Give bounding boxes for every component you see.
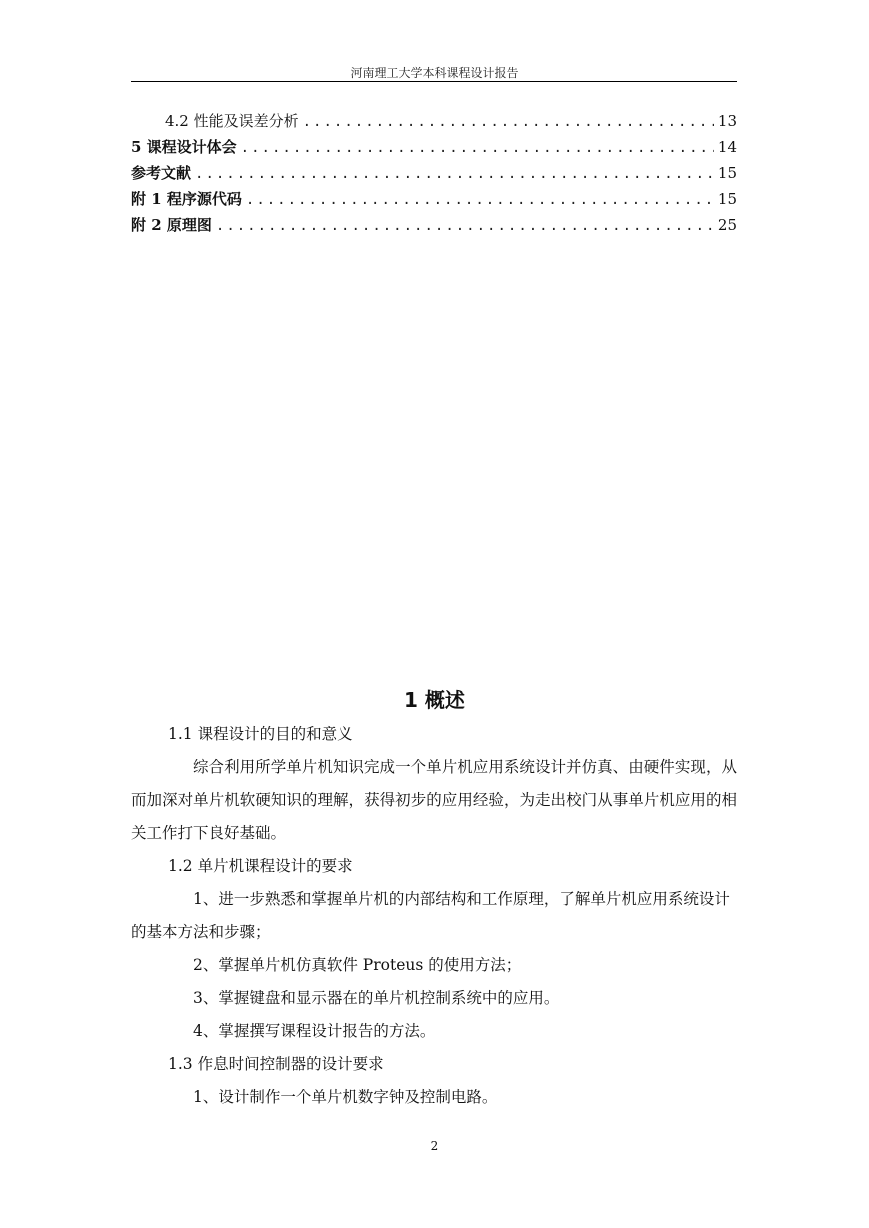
- toc-entry[interactable]: [131, 134, 737, 160]
- toc-leader-dots: [303, 109, 714, 135]
- toc-entry-title: 附 2 原理图: [131, 216, 212, 234]
- toc-leader-dots: [216, 213, 714, 239]
- chapter-body: [131, 718, 737, 1114]
- list-item: 4、掌握撰写课程设计报告的方法。: [193, 1022, 436, 1040]
- page-number: 2: [430, 1139, 439, 1153]
- list-item: 2、掌握单片机仿真软件 Proteus 的使用方法；: [193, 956, 522, 974]
- toc-entry-page: 14: [717, 138, 737, 156]
- section-heading: 1.1 课程设计的目的和意义: [168, 725, 353, 743]
- list-item: 1、设计制作一个单片机数字钟及控制电路。: [193, 1088, 498, 1106]
- toc-entry[interactable]: [131, 160, 737, 186]
- toc-leader-dots: [195, 161, 714, 187]
- toc-entry[interactable]: [131, 186, 737, 212]
- list-item: 1、进一步熟悉和掌握单片机的内部结构和工作原理，了解单片机应用系统设计的基本方法和步骤；: [131, 890, 730, 941]
- chapter-title: 1 概述: [404, 688, 465, 712]
- section-heading: 1.3 作息时间控制器的设计要求: [168, 1055, 384, 1073]
- toc-entry-page: 15: [717, 190, 737, 208]
- toc-entry-title: 5 课程设计体会: [131, 138, 237, 156]
- toc-leader-dots: [241, 135, 714, 161]
- table-of-contents: [131, 108, 737, 238]
- toc-entry-page: 15: [717, 164, 737, 182]
- toc-entry[interactable]: [131, 108, 737, 134]
- toc-entry-title: 附 1 程序源代码: [131, 190, 242, 208]
- header-divider: [131, 81, 737, 82]
- page-header-title: 河南理工大学本科课程设计报告: [350, 66, 519, 80]
- section-heading: 1.2 单片机课程设计的要求: [168, 857, 353, 875]
- paragraph: 综合利用所学单片机知识完成一个单片机应用系统设计并仿真、由硬件实现，从而加深对单片机软硬知识的理解，获得初步的应用经验，为走出校门从事单片机应用的相关工作打下良好基础。: [131, 758, 737, 842]
- toc-entry-title: 参考文献: [131, 164, 192, 182]
- toc-entry-title: 4.2 性能及误差分析: [165, 112, 299, 130]
- toc-entry-page: 13: [717, 112, 737, 130]
- toc-leader-dots: [246, 187, 714, 213]
- list-item: 3、掌握键盘和显示器在的单片机控制系统中的应用。: [193, 989, 560, 1007]
- toc-entry[interactable]: [131, 212, 737, 238]
- toc-entry-page: 25: [717, 216, 737, 234]
